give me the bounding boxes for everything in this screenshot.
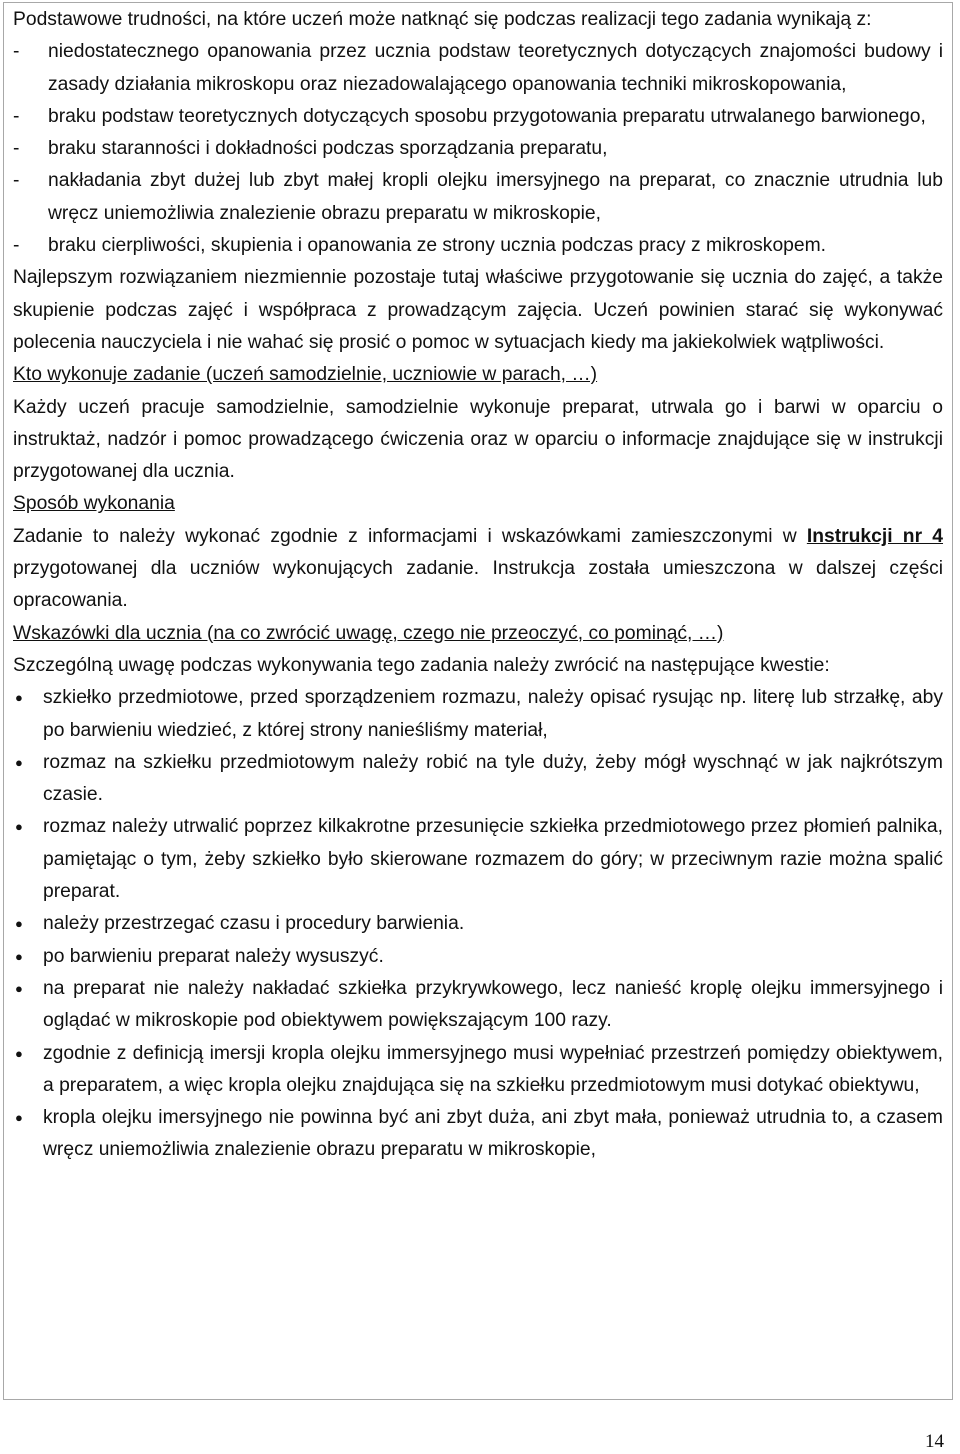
method-text-start: Zadanie to należy wykonać zgodnie z informacjami i wskazówkami zamieszczonymi w	[13, 525, 797, 547]
method-text-end: przygotowanej dla uczniów wykonujących zadanie. Instrukcja została umieszczona w dalszej części opracowania.	[13, 558, 943, 612]
intro-paragraph: Podstawowe trudności, na które uczeń może natknąć się podczas realizacji tego zadania wynikają z:	[13, 9, 872, 30]
list-item-text: nakładania zbyt dużej lub zbyt małej kropli olejku imersyjnego na preparat, co znacznie utrudnia lub wręcz uniemożliwia znalezienie obrazu preparatu w mikroskopie,	[48, 170, 943, 224]
page-number: 14	[925, 1431, 944, 1452]
list-item-text: niedostatecznego opanowania przez ucznia podstaw teoretycznych dotyczących znajomości budowy i zasady działania mikroskopu oraz niezadowalającego opanowania techniki mikroskopowania,	[48, 41, 943, 95]
list-item	[13, 908, 943, 940]
dash-marker: -	[13, 235, 20, 257]
list-item	[13, 682, 943, 747]
method-heading: Sposób wykonania	[13, 493, 175, 515]
list-item-text: szkiełko przedmiotowe, przed sporządzeniem rozmazu, należy opisać rysując np. literę lub strzałkę, aby po barwieniu wiedzieć, z której strony nanieśliśmy materiał,	[43, 687, 943, 741]
who-heading: Kto wykonuje zadanie (uczeń samodzielnie, uczniowie w parach, …)	[13, 364, 598, 386]
dash-marker: -	[13, 105, 20, 127]
list-item	[13, 747, 943, 812]
bullet-icon: ●	[15, 1045, 23, 1061]
bullet-icon: ●	[15, 916, 23, 932]
list-item	[13, 165, 943, 230]
list-item	[13, 1102, 943, 1167]
dash-marker: -	[13, 170, 20, 192]
dash-marker: -	[13, 41, 20, 63]
list-item-text: na preparat nie należy nakładać szkiełka przykrywkowego, lecz nanieść kroplę olejku immersyjnego i oglądać w mikroskopie pod obiektywem powiększającym 100 razy.	[43, 977, 943, 1032]
method-paragraph	[13, 521, 943, 618]
document-body	[13, 4, 943, 1167]
list-item	[13, 101, 943, 133]
list-item	[13, 1038, 943, 1103]
list-item-text: braku staranności i dokładności podczas sporządzania preparatu,	[48, 138, 608, 160]
list-item-text: braku podstaw teoretycznych dotyczących sposobu przygotowania preparatu utrwalanego barwionego,	[48, 105, 926, 127]
solution-paragraph: Najlepszym rozwiązaniem niezmiennie pozostaje tutaj właściwe przygotowanie się ucznia do zajęć, a także skupienie podczas zajęć i współpraca z prowadzącym zajęcia. Uczeń powinien starać się wykonywać polecenia nauczyciela i nie wahać się prosić o pomoc w sytuacjach kiedy ma jakiekolwiek wątpliwości.	[13, 267, 943, 353]
list-item-text: kropla olejku imersyjnego nie powinna być ani zbyt duża, ani zbyt mała, ponieważ utrudnia to, a czasem wręcz uniemożliwia znalezienie obrazu preparatu w mikroskopie,	[43, 1107, 943, 1161]
list-item-text: rozmaz na szkiełku przedmiotowym należy robić na tyle duży, żeby mógł wyschnąć w jak najkrótszym czasie.	[43, 751, 943, 806]
list-item	[13, 133, 943, 165]
list-item-text: należy przestrzegać czasu i procedury barwienia.	[43, 913, 465, 935]
tips-heading: Wskazówki dla ucznia (na co zwrócić uwagę, czego nie przeoczyć, co pominąć, …)	[13, 622, 724, 644]
list-item	[13, 811, 943, 908]
bullet-icon: ●	[15, 754, 23, 770]
bullet-icon: ●	[15, 980, 23, 996]
list-item-text: po barwieniu preparat należy wysuszyć.	[43, 945, 384, 967]
list-item-text: rozmaz należy utrwalić poprzez kilkakrotne przesunięcie szkiełka przedmiotowego przez płomień palnika, pamiętając o tym, żeby szkiełko było skierowane rozmazem do góry; w przeciwnym razie można spalić preparat.	[43, 816, 943, 903]
instruction-reference: Instrukcji nr 4	[806, 525, 944, 547]
who-paragraph: Każdy uczeń pracuje samodzielnie, samodzielnie wykonuje preparat, utrwala go i barwi w oparciu o instruktaż, nadzór i pomoc prowadzącego ćwiczenia oraz w oparciu o informacje znajdujące się w instrukcji przygotowanej dla ucznia.	[13, 396, 943, 483]
list-item	[13, 941, 943, 973]
bullet-icon: ●	[15, 690, 23, 706]
tips-intro: Szczególną uwagę podczas wykonywania tego zadania należy zwrócić na następujące kwestie:	[13, 654, 830, 676]
bullet-icon: ●	[15, 819, 23, 835]
bullet-icon: ●	[15, 948, 23, 964]
difficulties-list	[13, 36, 943, 262]
dash-marker: -	[13, 138, 20, 160]
list-item	[13, 973, 943, 1038]
list-item-text: zgodnie z definicją imersji kropla olejku immersyjnego musi wypełniać przestrzeń pomiędzy obiektywem, a preparatem, a więc kropla olejku znajdująca się na szkiełku przedmiotowym musi dotykać obiektywu,	[43, 1042, 943, 1096]
bullet-icon: ●	[15, 1110, 23, 1126]
tips-list	[13, 682, 943, 1166]
list-item	[13, 36, 943, 101]
list-item-text: braku cierpliwości, skupienia i opanowania ze strony ucznia podczas pracy z mikroskopem.	[48, 235, 827, 257]
list-item	[13, 230, 943, 262]
